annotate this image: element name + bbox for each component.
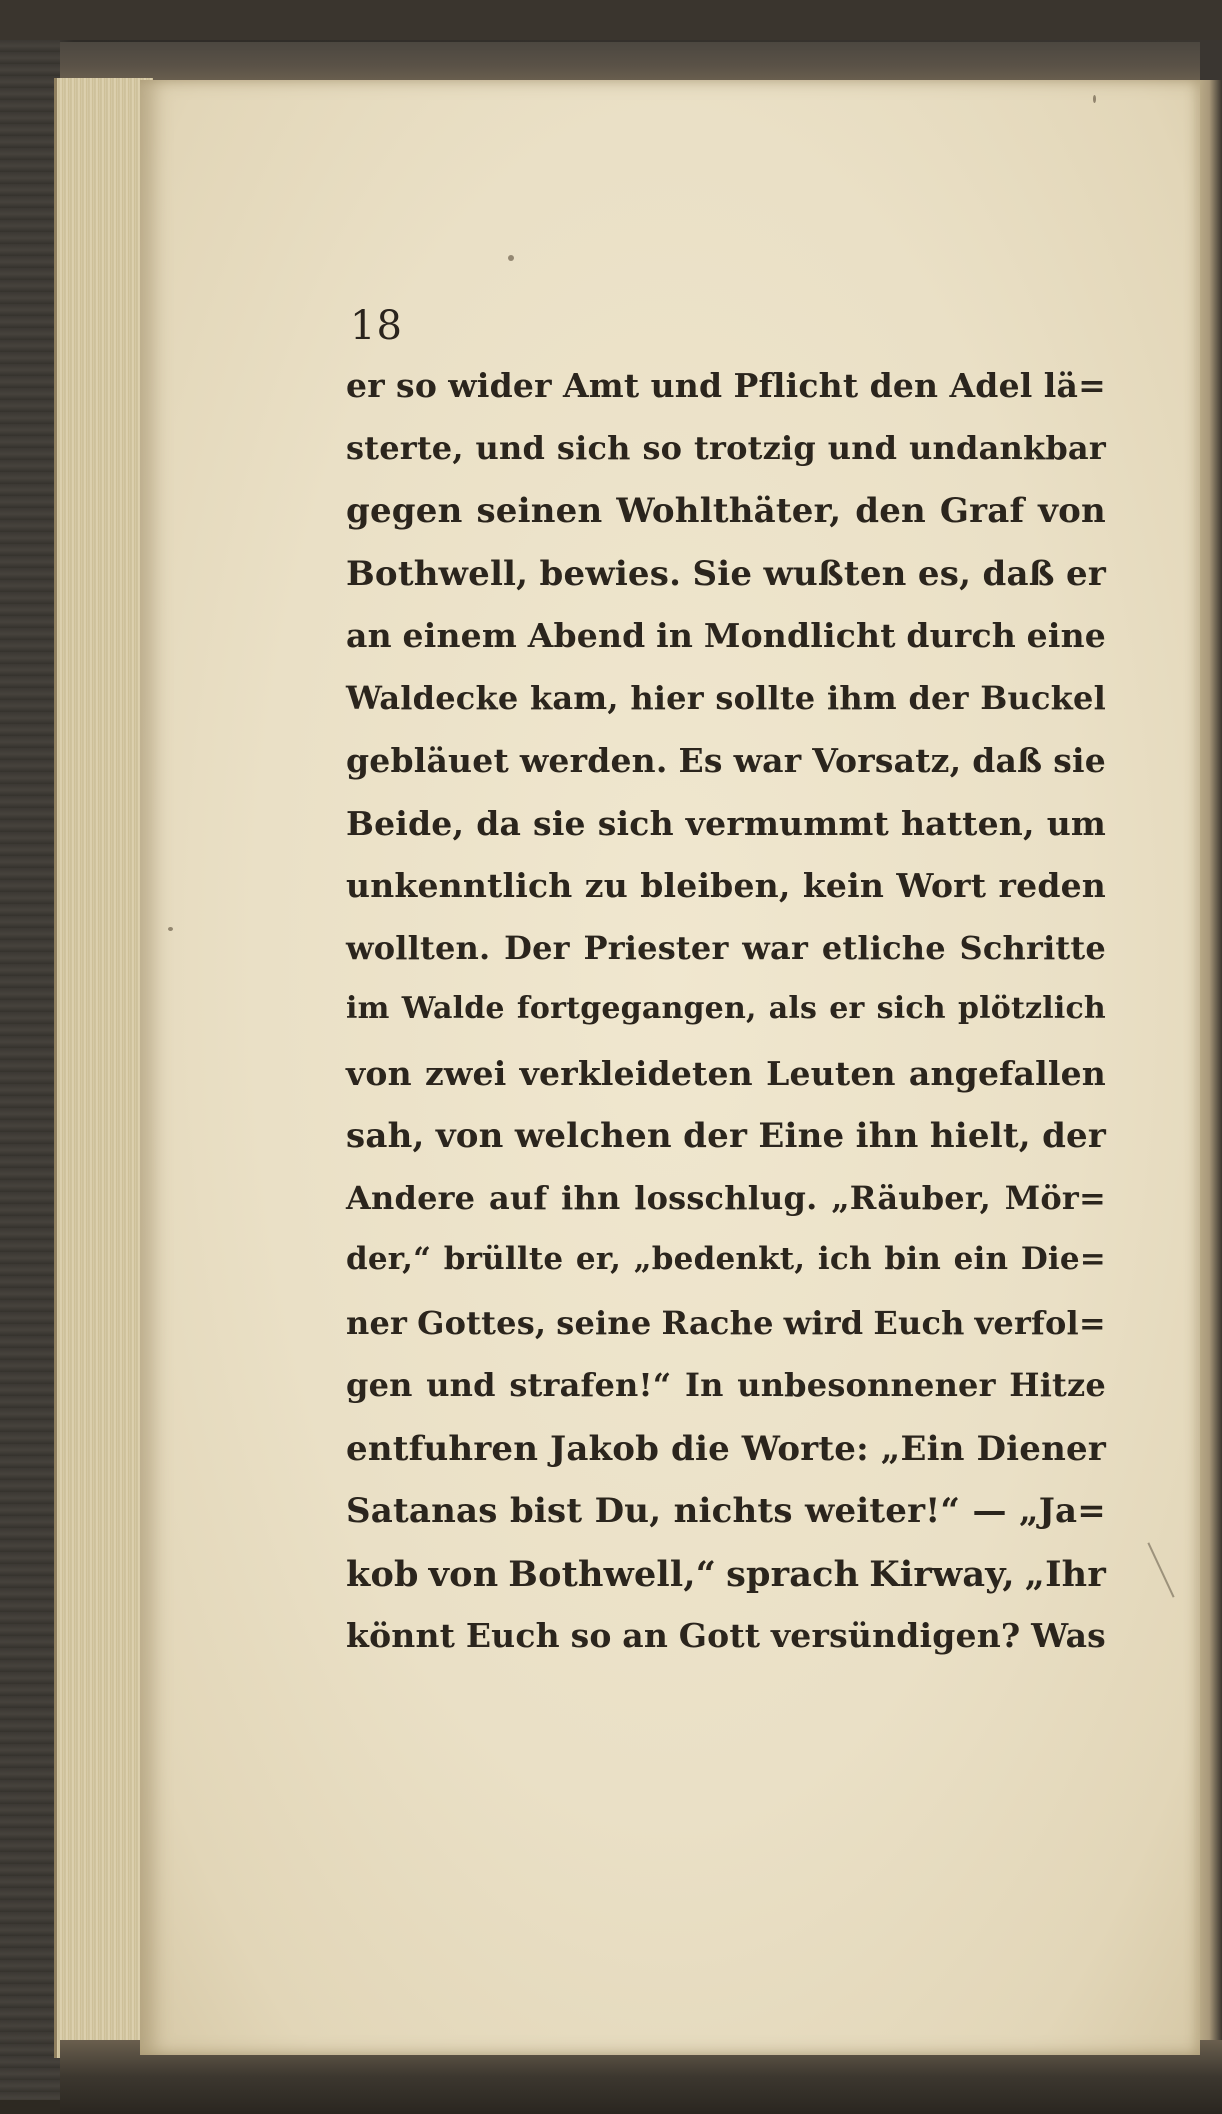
text-word: Was (1031, 1616, 1106, 1655)
text-word: Sie (692, 553, 753, 594)
text-word: und (426, 1366, 496, 1404)
text-word: zwei (424, 1053, 507, 1093)
text-word: einem (402, 616, 517, 655)
text-word: ner (346, 1303, 408, 1342)
page-number: 18 (350, 303, 403, 349)
text-word: als (768, 991, 818, 1026)
text-word: und (827, 428, 898, 467)
text-word: wollten. (346, 928, 491, 967)
paper-speck (168, 927, 173, 931)
text-word: durch (906, 616, 1016, 655)
text-word: Waldecke (346, 678, 519, 717)
text-word: sterte, (346, 428, 464, 467)
text-word: unkenntlich (346, 866, 573, 905)
text-word: Jakob (550, 1428, 660, 1469)
text-word: Der (504, 928, 570, 967)
text-word: war (742, 928, 809, 967)
text-word: strafen!“ (509, 1366, 672, 1404)
text-word: ihn (855, 1116, 919, 1156)
text-word: sah, (346, 1116, 425, 1156)
text-word: den (855, 491, 926, 531)
text-word: Eine (758, 1116, 845, 1156)
text-word: Hitze (1009, 1366, 1106, 1404)
text-word: etliche (821, 928, 946, 967)
text-word: um (1046, 803, 1106, 843)
text-line (346, 491, 1106, 554)
text-line (346, 1241, 1106, 1304)
text-word: wußten (763, 553, 907, 594)
text-word: weiter!“ (804, 1491, 961, 1531)
text-line (346, 679, 1106, 742)
text-word: losschlug. (634, 1178, 818, 1217)
text-word: bleiben, (640, 866, 791, 905)
text-word: — (972, 1491, 1007, 1531)
text-line (346, 804, 1106, 867)
text-word: „Ja= (1018, 1491, 1106, 1531)
text-word: und (475, 428, 546, 467)
text-word: sich (556, 428, 631, 467)
text-word: verfol= (974, 1303, 1106, 1342)
text-word: von (346, 1053, 412, 1093)
text-word: er (1066, 553, 1106, 594)
text-word: Wort (896, 866, 987, 905)
text-word: kob (346, 1553, 419, 1595)
text-word: undankbar (909, 428, 1106, 467)
text-word: Die= (1020, 1241, 1106, 1277)
text-word: an (346, 616, 392, 655)
text-word: bin (884, 1241, 941, 1277)
text-word: seinen (476, 491, 603, 531)
text-line (346, 1116, 1106, 1179)
text-word: plötzlich (957, 991, 1106, 1026)
text-word: eine (1026, 616, 1106, 655)
text-word: sie (1053, 741, 1106, 780)
text-word: „Räuber, (831, 1178, 991, 1217)
text-line (346, 929, 1106, 992)
text-word: ein (953, 1241, 1009, 1277)
text-word: „Ein (880, 1428, 965, 1469)
text-word: Walde (401, 991, 505, 1026)
text-word: der (908, 678, 969, 717)
text-word: Wohlthäter, (616, 491, 842, 531)
text-word: in (656, 616, 694, 655)
text-line (346, 1304, 1106, 1367)
text-word: er, (575, 1241, 622, 1277)
text-word: gebläuet (346, 741, 509, 780)
text-word: Mör= (1004, 1178, 1106, 1217)
text-word: Andere (346, 1178, 476, 1217)
text-word: sich (597, 803, 674, 843)
text-line (346, 1366, 1106, 1429)
text-word: von (1038, 491, 1106, 531)
text-line (346, 1054, 1106, 1117)
text-word: Es (678, 741, 723, 780)
text-word: kam, (530, 678, 619, 717)
text-word: kein (802, 866, 885, 905)
text-word: Rache (661, 1303, 774, 1342)
text-line (346, 429, 1106, 492)
text-word: Abend (527, 616, 646, 655)
text-word: er (346, 366, 385, 405)
text-word: die (671, 1428, 730, 1469)
text-word: vermummt (685, 803, 889, 843)
text-line (346, 1554, 1106, 1617)
text-word: werden. (519, 741, 668, 780)
text-line (346, 741, 1106, 804)
text-word: Bothwell, (346, 553, 529, 594)
text-word: gen (346, 1366, 413, 1404)
text-word: sie (533, 803, 586, 843)
text-word: daß (982, 553, 1055, 594)
text-word: so (570, 1616, 612, 1655)
text-word: Schritte (959, 928, 1106, 967)
text-word: war (733, 741, 802, 780)
text-word: Gott (678, 1616, 761, 1655)
text-word: ich (817, 1241, 872, 1277)
text-word: daß (972, 741, 1043, 780)
text-word: Beide, (346, 803, 465, 843)
text-word: welchen (514, 1116, 672, 1156)
text-word: da (476, 803, 522, 843)
text-word: „Ihr (1024, 1553, 1106, 1595)
text-line (346, 866, 1106, 929)
text-word: Euch (465, 1616, 560, 1655)
text-word: an (622, 1616, 669, 1655)
text-word: im (346, 991, 390, 1026)
text-word: ihm (826, 678, 897, 717)
text-word: fortgegangen, (516, 991, 757, 1026)
text-word: In (685, 1366, 724, 1404)
paper-speck (508, 255, 514, 261)
text-word: Buckel (980, 678, 1106, 717)
text-word: brüllte (443, 1241, 564, 1277)
text-word: unbesonnener (737, 1366, 996, 1404)
text-word: Kirway, (869, 1553, 1015, 1595)
text-word: reden (998, 866, 1106, 905)
text-word: den (869, 366, 939, 405)
text-word: Vorsatz, (812, 741, 962, 780)
text-word: wider (448, 366, 552, 405)
text-word: wird (783, 1303, 864, 1342)
book-spine (0, 40, 60, 2100)
text-line (346, 366, 1106, 429)
text-word: der,“ (346, 1241, 432, 1277)
text-word: zu (584, 866, 628, 905)
text-word: Adel (949, 366, 1033, 405)
text-line (346, 1179, 1106, 1242)
text-word: von (435, 1116, 504, 1156)
text-word: seine (556, 1303, 652, 1342)
text-word: Graf (939, 491, 1025, 531)
text-word: Leuten (766, 1053, 896, 1093)
text-word: von (428, 1553, 499, 1595)
text-word: Bothwell,“ (508, 1553, 717, 1595)
text-word: bist (509, 1491, 583, 1531)
text-word: hielt, (929, 1116, 1031, 1156)
text-line (346, 1429, 1106, 1492)
text-line (346, 1616, 1106, 1679)
text-word: und (650, 366, 723, 405)
text-word: hatten, (900, 803, 1035, 843)
text-word: er (829, 991, 865, 1026)
paper-speck (1093, 95, 1096, 103)
text-word: trotzig (694, 428, 816, 467)
text-word: Euch (873, 1303, 965, 1342)
text-word: sich (876, 991, 946, 1026)
text-word: Du, (594, 1491, 662, 1531)
text-word: Gottes, (417, 1303, 547, 1342)
text-word: angefallen (908, 1053, 1106, 1093)
text-line (346, 1491, 1106, 1554)
text-word: Amt (562, 366, 640, 405)
text-word: Priester (583, 928, 729, 967)
text-word: sprach (726, 1553, 860, 1595)
text-word: der (683, 1116, 748, 1156)
text-word: hier (630, 678, 704, 717)
text-word: versündigen? (770, 1616, 1021, 1655)
text-word: so (642, 428, 683, 467)
book-cover-top-edge (20, 42, 1200, 82)
text-word: sollte (715, 678, 816, 717)
text-word: Satanas (346, 1491, 498, 1531)
text-line (346, 554, 1106, 617)
text-line (346, 991, 1106, 1054)
text-line (346, 616, 1106, 679)
text-word: es, (917, 553, 972, 594)
text-word: Worte: (741, 1428, 869, 1469)
text-word: lä= (1043, 366, 1106, 405)
text-word: entfuhren (346, 1428, 539, 1469)
text-word: ihn (561, 1178, 621, 1217)
text-word: könnt (346, 1616, 456, 1655)
text-word: gegen (346, 491, 463, 531)
text-word: nichts (673, 1491, 793, 1531)
text-word: Pflicht (733, 366, 859, 405)
text-word: „bedenkt, (633, 1241, 806, 1277)
text-word: bewies. (539, 553, 682, 594)
text-word: auf (489, 1178, 548, 1217)
page-stack-edge (54, 78, 153, 2058)
text-word: so (396, 366, 438, 405)
body-text (346, 366, 1106, 1679)
text-word: verkleideten (519, 1053, 753, 1093)
text-word: der (1042, 1116, 1106, 1156)
text-word: Mondlicht (703, 616, 896, 655)
text-word: Diener (976, 1428, 1106, 1469)
